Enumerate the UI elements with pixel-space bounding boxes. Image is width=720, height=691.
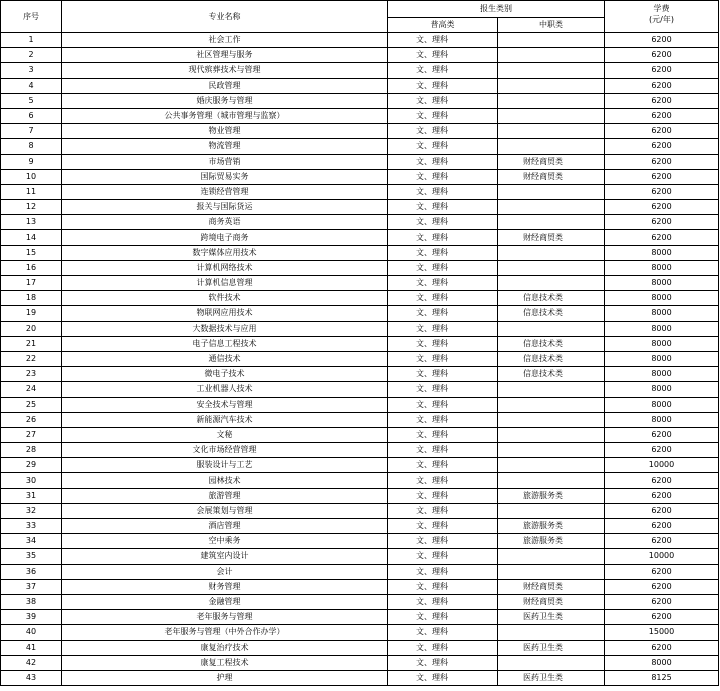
row-vocational — [498, 473, 605, 488]
table-row — [1, 519, 719, 534]
row-name: 报关与国际货运 — [62, 200, 388, 215]
row-name: 文化市场经营管理 — [62, 443, 388, 458]
row-no: 10 — [1, 169, 62, 184]
table-row — [1, 610, 719, 625]
row-general: 文、理科 — [388, 124, 498, 139]
row-fee: 8000 — [605, 260, 719, 275]
table-row — [1, 336, 719, 351]
row-vocational: 医药卫生类 — [498, 610, 605, 625]
row-no: 32 — [1, 503, 62, 518]
row-name: 老年服务与管理 — [62, 610, 388, 625]
row-name: 连锁经营管理 — [62, 184, 388, 199]
table-row — [1, 260, 719, 275]
row-name: 国际贸易实务 — [62, 169, 388, 184]
row-vocational: 医药卫生类 — [498, 640, 605, 655]
row-general: 文、理科 — [388, 306, 498, 321]
row-general: 文、理科 — [388, 534, 498, 549]
row-fee: 8000 — [605, 367, 719, 382]
row-fee: 8000 — [605, 276, 719, 291]
row-fee: 6200 — [605, 63, 719, 78]
row-general: 文、理科 — [388, 351, 498, 366]
table-row — [1, 215, 719, 230]
table-row — [1, 564, 719, 579]
table-row — [1, 367, 719, 382]
row-vocational — [498, 458, 605, 473]
table-row — [1, 473, 719, 488]
row-vocational — [498, 139, 605, 154]
row-vocational — [498, 260, 605, 275]
row-fee: 8000 — [605, 306, 719, 321]
row-vocational: 信息技术类 — [498, 336, 605, 351]
row-fee: 6200 — [605, 579, 719, 594]
table-row — [1, 200, 719, 215]
row-general: 文、理科 — [388, 169, 498, 184]
row-general: 文、理科 — [388, 640, 498, 655]
row-no: 36 — [1, 564, 62, 579]
row-no: 38 — [1, 594, 62, 609]
table-row — [1, 640, 719, 655]
row-no: 15 — [1, 245, 62, 260]
table-row — [1, 549, 719, 564]
row-fee: 8000 — [605, 336, 719, 351]
row-no: 20 — [1, 321, 62, 336]
row-fee: 6200 — [605, 610, 719, 625]
row-no: 7 — [1, 124, 62, 139]
row-no: 24 — [1, 382, 62, 397]
table-row — [1, 93, 719, 108]
row-vocational: 信息技术类 — [498, 291, 605, 306]
row-fee: 8125 — [605, 670, 719, 685]
row-fee: 10000 — [605, 458, 719, 473]
row-general: 文、理科 — [388, 412, 498, 427]
row-no: 22 — [1, 351, 62, 366]
row-no: 18 — [1, 291, 62, 306]
row-name: 市场营销 — [62, 154, 388, 169]
row-fee: 6200 — [605, 503, 719, 518]
row-no: 42 — [1, 655, 62, 670]
row-general: 文、理科 — [388, 579, 498, 594]
row-fee: 10000 — [605, 549, 719, 564]
row-name: 空中乘务 — [62, 534, 388, 549]
row-no: 12 — [1, 200, 62, 215]
row-no: 4 — [1, 78, 62, 93]
row-vocational — [498, 427, 605, 442]
row-vocational — [498, 412, 605, 427]
row-no: 28 — [1, 443, 62, 458]
row-no: 23 — [1, 367, 62, 382]
table-row — [1, 78, 719, 93]
row-no: 3 — [1, 63, 62, 78]
table-body — [1, 33, 719, 686]
row-vocational — [498, 184, 605, 199]
row-general: 文、理科 — [388, 200, 498, 215]
row-vocational — [498, 321, 605, 336]
row-no: 9 — [1, 154, 62, 169]
table-row — [1, 594, 719, 609]
row-general: 文、理科 — [388, 230, 498, 245]
table-row — [1, 48, 719, 63]
row-general: 文、理科 — [388, 397, 498, 412]
row-vocational — [498, 200, 605, 215]
row-vocational: 信息技术类 — [498, 367, 605, 382]
row-no: 41 — [1, 640, 62, 655]
row-name: 婚庆服务与管理 — [62, 93, 388, 108]
header-vocational: 中职类 — [498, 18, 605, 33]
row-general: 文、理科 — [388, 108, 498, 123]
row-name: 物联网应用技术 — [62, 306, 388, 321]
row-general: 文、理科 — [388, 184, 498, 199]
row-fee: 8000 — [605, 397, 719, 412]
row-fee: 6200 — [605, 443, 719, 458]
row-vocational: 旅游服务类 — [498, 519, 605, 534]
row-fee: 6200 — [605, 184, 719, 199]
row-fee: 6200 — [605, 124, 719, 139]
row-name: 会计 — [62, 564, 388, 579]
row-fee: 6200 — [605, 78, 719, 93]
row-fee: 6200 — [605, 169, 719, 184]
row-name: 旅游管理 — [62, 488, 388, 503]
table-row — [1, 351, 719, 366]
row-general: 文、理科 — [388, 154, 498, 169]
row-general: 文、理科 — [388, 291, 498, 306]
row-name: 护理 — [62, 670, 388, 685]
table-row — [1, 579, 719, 594]
row-name: 物业管理 — [62, 124, 388, 139]
row-name: 会展策划与管理 — [62, 503, 388, 518]
row-vocational: 医药卫生类 — [498, 670, 605, 685]
row-general: 文、理科 — [388, 610, 498, 625]
table-row — [1, 139, 719, 154]
row-fee: 6200 — [605, 33, 719, 48]
row-vocational: 财经商贸类 — [498, 169, 605, 184]
table-row — [1, 124, 719, 139]
row-name: 财务管理 — [62, 579, 388, 594]
row-general: 文、理科 — [388, 321, 498, 336]
row-vocational — [498, 245, 605, 260]
row-vocational — [498, 397, 605, 412]
row-vocational: 信息技术类 — [498, 351, 605, 366]
row-vocational — [498, 63, 605, 78]
row-fee: 15000 — [605, 625, 719, 640]
table-row — [1, 276, 719, 291]
row-fee: 6200 — [605, 473, 719, 488]
row-name: 文秘 — [62, 427, 388, 442]
row-no: 16 — [1, 260, 62, 275]
row-no: 13 — [1, 215, 62, 230]
row-name: 酒店管理 — [62, 519, 388, 534]
row-no: 39 — [1, 610, 62, 625]
table-row — [1, 63, 719, 78]
row-fee: 6200 — [605, 594, 719, 609]
row-name: 数字媒体应用技术 — [62, 245, 388, 260]
row-no: 11 — [1, 184, 62, 199]
row-no: 34 — [1, 534, 62, 549]
table-row — [1, 655, 719, 670]
row-name: 服装设计与工艺 — [62, 458, 388, 473]
row-vocational: 信息技术类 — [498, 306, 605, 321]
table-row — [1, 382, 719, 397]
row-general: 文、理科 — [388, 245, 498, 260]
table-row — [1, 169, 719, 184]
row-general: 文、理科 — [388, 260, 498, 275]
row-fee: 6200 — [605, 139, 719, 154]
row-no: 29 — [1, 458, 62, 473]
row-no: 40 — [1, 625, 62, 640]
row-fee: 8000 — [605, 655, 719, 670]
row-vocational — [498, 382, 605, 397]
header-category: 报生类别 — [388, 1, 605, 18]
row-name: 安全技术与管理 — [62, 397, 388, 412]
row-vocational — [498, 564, 605, 579]
row-name: 微电子技术 — [62, 367, 388, 382]
row-name: 现代殡葬技术与管理 — [62, 63, 388, 78]
row-name: 电子信息工程技术 — [62, 336, 388, 351]
row-name: 金融管理 — [62, 594, 388, 609]
row-general: 文、理科 — [388, 367, 498, 382]
row-general: 文、理科 — [388, 276, 498, 291]
table-row — [1, 245, 719, 260]
row-fee: 8000 — [605, 291, 719, 306]
row-fee: 6200 — [605, 519, 719, 534]
row-fee: 6200 — [605, 564, 719, 579]
row-general: 文、理科 — [388, 564, 498, 579]
row-fee: 6200 — [605, 427, 719, 442]
row-name: 园林技术 — [62, 473, 388, 488]
row-no: 35 — [1, 549, 62, 564]
table-row — [1, 534, 719, 549]
row-vocational — [498, 503, 605, 518]
row-no: 43 — [1, 670, 62, 685]
row-general: 文、理科 — [388, 670, 498, 685]
row-fee: 8000 — [605, 321, 719, 336]
row-name: 公共事务管理（城市管理与监察） — [62, 108, 388, 123]
table-row — [1, 154, 719, 169]
row-general: 文、理科 — [388, 63, 498, 78]
header-fee-line1: 学费 — [653, 4, 670, 13]
row-general: 文、理科 — [388, 139, 498, 154]
row-name: 商务英语 — [62, 215, 388, 230]
header-name: 专业名称 — [62, 1, 388, 33]
row-general: 文、理科 — [388, 655, 498, 670]
row-general: 文、理科 — [388, 427, 498, 442]
row-fee: 6200 — [605, 640, 719, 655]
row-general: 文、理科 — [388, 473, 498, 488]
row-fee: 6200 — [605, 230, 719, 245]
row-vocational: 旅游服务类 — [498, 534, 605, 549]
row-fee: 6200 — [605, 48, 719, 63]
row-general: 文、理科 — [388, 33, 498, 48]
row-general: 文、理科 — [388, 93, 498, 108]
table-row — [1, 625, 719, 640]
row-general: 文、理科 — [388, 503, 498, 518]
row-general: 文、理科 — [388, 443, 498, 458]
row-general: 文、理科 — [388, 625, 498, 640]
row-vocational — [498, 625, 605, 640]
row-general: 文、理科 — [388, 78, 498, 93]
row-fee: 8000 — [605, 351, 719, 366]
row-no: 1 — [1, 33, 62, 48]
row-name: 通信技术 — [62, 351, 388, 366]
row-fee: 8000 — [605, 412, 719, 427]
row-no: 33 — [1, 519, 62, 534]
row-fee: 6200 — [605, 154, 719, 169]
row-fee: 6200 — [605, 200, 719, 215]
row-vocational — [498, 33, 605, 48]
row-name: 建筑室内设计 — [62, 549, 388, 564]
row-name: 社会工作 — [62, 33, 388, 48]
table-row — [1, 291, 719, 306]
row-general: 文、理科 — [388, 519, 498, 534]
row-vocational — [498, 78, 605, 93]
row-name: 康复治疗技术 — [62, 640, 388, 655]
row-name: 康复工程技术 — [62, 655, 388, 670]
row-no: 14 — [1, 230, 62, 245]
header-no: 序号 — [1, 1, 62, 33]
row-no: 2 — [1, 48, 62, 63]
row-no: 30 — [1, 473, 62, 488]
row-name: 计算机网络技术 — [62, 260, 388, 275]
row-fee: 6200 — [605, 534, 719, 549]
row-general: 文、理科 — [388, 215, 498, 230]
row-vocational — [498, 655, 605, 670]
row-no: 31 — [1, 488, 62, 503]
row-no: 6 — [1, 108, 62, 123]
header-general: 普高类 — [388, 18, 498, 33]
row-general: 文、理科 — [388, 488, 498, 503]
row-no: 27 — [1, 427, 62, 442]
row-vocational — [498, 443, 605, 458]
row-fee: 6200 — [605, 108, 719, 123]
table-row — [1, 33, 719, 48]
table-row — [1, 108, 719, 123]
row-name: 跨境电子商务 — [62, 230, 388, 245]
row-fee: 6200 — [605, 488, 719, 503]
table-row — [1, 412, 719, 427]
row-no: 21 — [1, 336, 62, 351]
row-fee: 6200 — [605, 215, 719, 230]
row-name: 计算机信息管理 — [62, 276, 388, 291]
row-vocational: 财经商贸类 — [498, 579, 605, 594]
row-general: 文、理科 — [388, 549, 498, 564]
table-row — [1, 503, 719, 518]
row-fee: 6200 — [605, 93, 719, 108]
row-vocational: 旅游服务类 — [498, 488, 605, 503]
row-vocational — [498, 276, 605, 291]
row-general: 文、理科 — [388, 594, 498, 609]
row-general: 文、理科 — [388, 382, 498, 397]
table-row — [1, 306, 719, 321]
row-no: 8 — [1, 139, 62, 154]
row-name: 老年服务与管理（中外合作办学） — [62, 625, 388, 640]
row-no: 17 — [1, 276, 62, 291]
row-general: 文、理科 — [388, 336, 498, 351]
row-name: 大数据技术与应用 — [62, 321, 388, 336]
row-vocational — [498, 108, 605, 123]
row-name: 新能源汽车技术 — [62, 412, 388, 427]
row-general: 文、理科 — [388, 458, 498, 473]
row-vocational — [498, 549, 605, 564]
row-name: 民政管理 — [62, 78, 388, 93]
header-fee-line2: (元/年) — [649, 15, 674, 24]
row-vocational — [498, 215, 605, 230]
table-row — [1, 458, 719, 473]
row-vocational: 财经商贸类 — [498, 594, 605, 609]
table-row — [1, 230, 719, 245]
table-row — [1, 397, 719, 412]
row-no: 25 — [1, 397, 62, 412]
row-vocational — [498, 124, 605, 139]
row-name: 社区管理与服务 — [62, 48, 388, 63]
table-header — [1, 1, 719, 33]
table-row — [1, 321, 719, 336]
row-no: 26 — [1, 412, 62, 427]
header-fee — [605, 1, 719, 33]
row-fee: 8000 — [605, 382, 719, 397]
row-no: 5 — [1, 93, 62, 108]
row-name: 物流管理 — [62, 139, 388, 154]
row-no: 37 — [1, 579, 62, 594]
row-fee: 8000 — [605, 245, 719, 260]
table-row — [1, 184, 719, 199]
table-row — [1, 427, 719, 442]
row-vocational: 财经商贸类 — [498, 230, 605, 245]
table-row — [1, 443, 719, 458]
row-general: 文、理科 — [388, 48, 498, 63]
table-row — [1, 488, 719, 503]
row-no: 19 — [1, 306, 62, 321]
row-vocational — [498, 93, 605, 108]
row-vocational — [498, 48, 605, 63]
table-row — [1, 670, 719, 685]
row-vocational: 财经商贸类 — [498, 154, 605, 169]
row-name: 软件技术 — [62, 291, 388, 306]
row-name: 工业机器人技术 — [62, 382, 388, 397]
